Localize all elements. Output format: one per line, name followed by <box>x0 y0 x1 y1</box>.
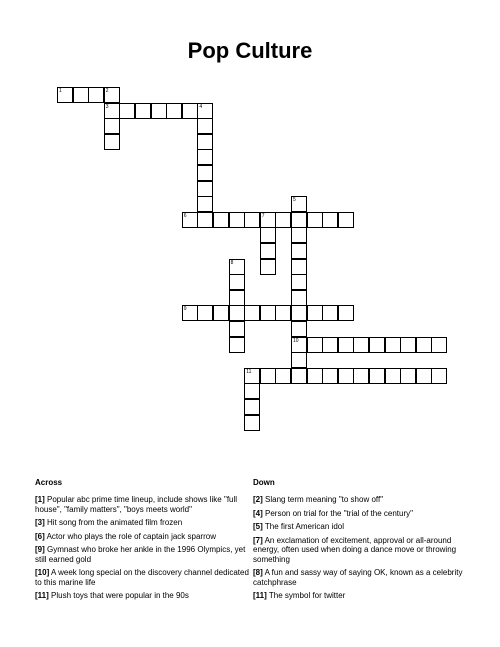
grid-cell[interactable] <box>229 321 245 337</box>
grid-cell[interactable] <box>182 212 198 228</box>
grid-cell[interactable] <box>338 212 354 228</box>
grid-cell[interactable] <box>104 134 120 150</box>
clue-label: [11] <box>35 591 49 600</box>
grid-cell[interactable] <box>338 305 354 321</box>
down-clue <box>253 591 468 601</box>
clue-text: Person on trial for the "trial of the century" <box>262 508 413 518</box>
clue-text: Popular abc prime time lineup, include shows like "full house", "family matters", "boys meets world" <box>35 495 238 514</box>
across-clue <box>35 532 250 542</box>
grid-cell[interactable] <box>307 305 323 321</box>
grid-cell[interactable] <box>229 337 245 353</box>
clue-number: 2 <box>105 88 109 94</box>
grid-cell[interactable] <box>213 305 229 321</box>
clue-label: [9] <box>35 545 45 554</box>
grid-cell[interactable] <box>322 212 338 228</box>
grid-cell[interactable] <box>197 103 213 119</box>
grid-cell[interactable] <box>88 87 104 103</box>
grid-cell[interactable] <box>353 368 369 384</box>
clue-label: [11] <box>253 591 267 600</box>
grid-cell[interactable] <box>244 415 260 431</box>
grid-cell[interactable] <box>260 305 276 321</box>
clue-number: 7 <box>261 212 265 219</box>
clue-text: Plush toys that were popular in the 90s <box>48 591 189 600</box>
grid-cell[interactable] <box>260 212 276 228</box>
grid-cell[interactable] <box>291 259 307 275</box>
clue-label: [8] <box>253 568 263 577</box>
grid-cell[interactable] <box>244 383 260 399</box>
grid-cell[interactable] <box>291 243 307 259</box>
down-heading: Down <box>253 478 275 487</box>
clue-number: 4 <box>199 103 203 110</box>
clue-number: 5 <box>293 197 296 204</box>
clue-text: The symbol for twitter <box>266 591 346 600</box>
grid-cell[interactable] <box>57 87 73 103</box>
grid-cell[interactable] <box>416 368 432 384</box>
across-clue-list <box>35 495 250 605</box>
across-clue <box>35 518 250 528</box>
grid-cell[interactable] <box>166 103 182 119</box>
grid-cell[interactable] <box>322 368 338 384</box>
down-clue <box>253 568 468 587</box>
grid-cell[interactable] <box>197 118 213 134</box>
grid-cell[interactable] <box>291 212 307 228</box>
grid-cell[interactable] <box>291 290 307 306</box>
down-clue <box>253 522 468 532</box>
grid-cell[interactable] <box>260 259 276 275</box>
grid-cell[interactable] <box>197 181 213 197</box>
clue-text: The first American idol <box>262 522 344 531</box>
grid-cell[interactable] <box>322 305 338 321</box>
clue-label: [4] <box>253 508 263 518</box>
grid-cell[interactable] <box>104 87 120 103</box>
grid-cell[interactable] <box>369 337 385 353</box>
grid-cell[interactable] <box>229 259 245 275</box>
grid-cell[interactable] <box>431 368 447 384</box>
grid-cell[interactable] <box>307 368 323 384</box>
clue-number: 9 <box>183 306 187 313</box>
grid-cell[interactable] <box>197 134 213 150</box>
clue-label: [7] <box>253 535 263 545</box>
grid-cell[interactable] <box>197 165 213 181</box>
clue-label: [3] <box>35 518 45 527</box>
clue-number: 10 <box>293 337 299 344</box>
grid-cell[interactable] <box>385 337 401 353</box>
clue-text: A fun and sassy way of saying OK, known as a celebrity catchphrase <box>253 568 463 587</box>
grid-cell[interactable] <box>400 368 416 384</box>
grid-cell[interactable] <box>260 243 276 259</box>
clue-number: 6 <box>183 212 187 219</box>
grid-cell[interactable] <box>307 337 323 353</box>
grid-cell[interactable] <box>73 87 89 103</box>
grid-cell[interactable] <box>104 118 120 134</box>
clue-text: Gymnast who broke her ankle in the 1996 Olympics, yet still earned gold <box>35 545 246 564</box>
down-clue <box>253 495 468 505</box>
across-clue <box>35 568 250 587</box>
clue-number: 3 <box>105 103 109 110</box>
grid-cell[interactable] <box>275 212 291 228</box>
clue-label: [6] <box>35 531 45 541</box>
grid-cell[interactable] <box>229 212 245 228</box>
clue-number: 11 <box>246 368 252 375</box>
grid-cell[interactable] <box>119 103 135 119</box>
across-clue <box>35 591 250 601</box>
grid-cell[interactable] <box>182 103 198 119</box>
across-clue <box>35 495 250 514</box>
grid-cell[interactable] <box>291 352 307 368</box>
grid-cell[interactable] <box>385 368 401 384</box>
grid-cell[interactable] <box>275 368 291 384</box>
grid-cell[interactable] <box>400 337 416 353</box>
grid-cell[interactable] <box>244 399 260 415</box>
grid-cell[interactable] <box>260 227 276 243</box>
grid-cell[interactable] <box>338 337 354 353</box>
grid-cell[interactable] <box>291 305 307 321</box>
grid-cell[interactable] <box>291 368 307 384</box>
grid-cell[interactable] <box>197 149 213 165</box>
clue-number: 1 <box>59 88 62 94</box>
clue-text: Slang term meaning "to show off" <box>262 495 384 504</box>
grid-cell[interactable] <box>291 196 307 212</box>
down-clue <box>253 509 468 519</box>
grid-cell[interactable] <box>338 368 354 384</box>
grid-cell[interactable] <box>353 337 369 353</box>
clue-text: A week long special on the discovery channel dedicated to this marine life <box>35 568 249 587</box>
grid-cell[interactable] <box>322 337 338 353</box>
grid-cell[interactable] <box>197 305 213 321</box>
grid-cell[interactable] <box>244 212 260 228</box>
grid-cell[interactable] <box>369 368 385 384</box>
grid-cell[interactable] <box>244 305 260 321</box>
grid-cell[interactable] <box>182 305 198 321</box>
grid-cell[interactable] <box>197 212 213 228</box>
grid-cell[interactable] <box>416 337 432 353</box>
grid-cell[interactable] <box>260 368 276 384</box>
grid-cell[interactable] <box>151 103 167 119</box>
across-clue <box>35 545 250 564</box>
puzzle-title: Pop Culture <box>187 38 313 63</box>
clue-label: [10] <box>35 568 50 577</box>
grid-cell[interactable] <box>229 274 245 290</box>
clue-text: Actor who plays the role of captain jack sparrow <box>44 531 216 541</box>
grid-cell[interactable] <box>275 305 291 321</box>
grid-cell[interactable] <box>291 321 307 337</box>
grid-cell[interactable] <box>307 212 323 228</box>
down-clue-list <box>253 495 468 605</box>
grid-cell[interactable] <box>213 212 229 228</box>
grid-cell[interactable] <box>104 103 120 119</box>
clue-label: [5] <box>253 522 263 531</box>
grid-cell[interactable] <box>197 196 213 212</box>
grid-cell[interactable] <box>229 290 245 306</box>
grid-cell[interactable] <box>431 337 447 353</box>
clue-label: [1] <box>35 495 45 504</box>
clue-text: Hit song from the animated film frozen <box>44 518 183 527</box>
grid-cell[interactable] <box>291 227 307 243</box>
grid-cell[interactable] <box>291 337 307 353</box>
grid-cell[interactable] <box>229 305 245 321</box>
clue-label: [2] <box>253 495 263 504</box>
grid-cell[interactable] <box>244 368 260 384</box>
clue-text: An exclamation of excitement, approval or all-around energy, often used when doing a dance move or throwing something <box>253 535 457 564</box>
clue-number: 8 <box>230 259 234 266</box>
across-heading: Across <box>35 478 63 487</box>
grid-cell[interactable] <box>135 103 151 119</box>
grid-cell[interactable] <box>291 274 307 290</box>
down-clue <box>253 536 468 565</box>
